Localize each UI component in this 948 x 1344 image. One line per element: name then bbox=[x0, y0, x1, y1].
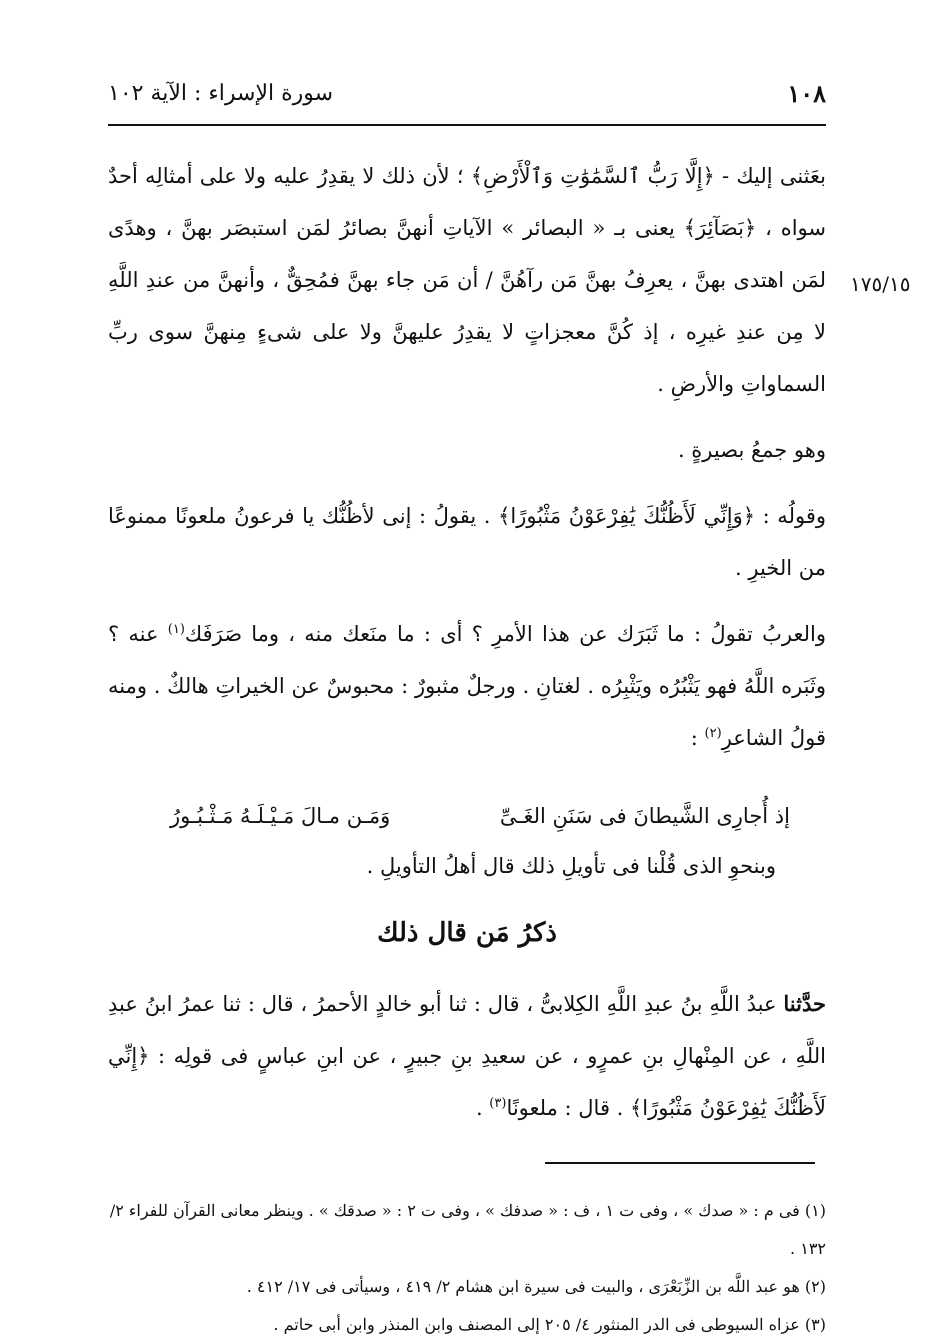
narration-lead: حدَّثنا bbox=[783, 991, 826, 1016]
footnote-marker-2: (٢) bbox=[704, 726, 722, 741]
arab-usage-continued: عنه ؟ وثَبَره اللَّهُ فهو يَثْبُرُه ويَثْبِرُه . لغتانِ . ورجلٌ مثبورٌ : محبوسٌ عن الخيراتِ هالكٌ . ومنه قولُ الشاعرِ bbox=[108, 622, 826, 750]
footnote-1: (١) فى م : « صدك » ، وفى ت ١ ، ف : « صدفك » ، وفى ت ٢ : « صدقك » . وينظر معانى القرآن للفراء ٢/ ١٣٢ . bbox=[109, 1201, 826, 1258]
narration-block bbox=[108, 978, 826, 1134]
paragraph-mathbur-verse: وقولُه : ﴿وَإِنِّي لَأَظُنُّكَ يَٰفِرْعَوْنُ مَثْبُورًا﴾ . يقولُ : إنى لأظُنُّك يا فرعونُ ملعونًا ممنوعًا من الخيرِ . bbox=[108, 504, 826, 580]
side-reference: ١٧٥/١٥ bbox=[850, 272, 911, 296]
footnote-3: (٣) عزاه السيوطى فى الدر المنثور ٤/ ٢٠٥ إلى المصنف وابن المنذر وابن أبى حاتم . bbox=[273, 1315, 826, 1334]
arab-usage-text: والعربُ تقولُ : ما ثَبَرَك عن هذا الأمرِ ؟ أى : ما منَعك منه ، وما صَرَفَك bbox=[184, 622, 826, 646]
narration-chain: عبدُ اللَّهِ بنُ عبدِ اللَّهِ الكِلابىُّ ، قال : ثنا أبو خالدٍ الأحمرُ ، قال : ثنا عمرُ ابنُ عبدِ اللَّهِ ، عن المِنْهالِ بنِ عمرٍو ، عن سعيدِ بنِ جبيرٍ ، عن ابنِ عباسٍ فى قولِه : ﴿إِنِّي لَأَظُنُّكَ يَٰفِرْعَوْنُ مَثْبُورًا﴾ . قال : ملعونًا bbox=[108, 992, 826, 1120]
narration-text bbox=[108, 978, 826, 1134]
paragraph-plural: وهو جمعُ بصيرةٍ . bbox=[677, 438, 826, 462]
interpretation-note: وبنحوِ الذى قُلْنا فى تأويلِ ذلك قال أهلُ التأويلِ . bbox=[366, 854, 776, 878]
paragraph-arab-usage bbox=[108, 608, 826, 764]
footnote-2: (٢) هو عبد اللَّه بن الزِّبَعْرَى ، والبيت فى سيرة ابن هشام ٢/ ٤١٩ ، وسيأتى فى ١٧/ ٤١٢ . bbox=[246, 1277, 826, 1296]
colon: : bbox=[690, 726, 705, 750]
section-heading: ذكرُ مَن قال ذلك bbox=[377, 918, 557, 948]
running-title: سورة الإسراء : الآية ١٠٢ bbox=[108, 80, 334, 106]
paragraph-basair: بعَثنى إليك - ﴿إِلَّا رَبُّ ٱلسَّمَٰوَٰتِ وَٱلْأَرْضِ﴾ ؛ لأن ذلك لا يقدِرُ عليه ولا على أمثالِه أحدٌ سواه ، ﴿بَصَآئِرَ﴾ يعنى بـ « البصائر » الآياتِ أنهنَّ بصائرُ لمَن استبصَر بهنَّ ، وهدًى لمَن اهتدى بهنَّ ، يعرِفُ بهنَّ مَن رآهُنَّ / أن مَن جاء بهنَّ فمُحِقٌّ ، وأنهنَّ من عندِ اللَّهِ لا مِن عندِ غيرِه ، إذ كُنَّ معجزاتٍ لا يقدِرُ عليهنَّ ولا على شىءٍ مِنهنَّ سوى ربِّ السماواتِ والأرضِ . bbox=[108, 164, 826, 396]
verse-second-hemistich: وَمَـن مـالَ مَـيْـلَـهُ مَـثْـبُـورُ bbox=[170, 804, 391, 828]
footnote-marker-3: (٣) bbox=[489, 1096, 507, 1111]
page-header bbox=[108, 72, 826, 114]
footnote-rule bbox=[545, 1162, 815, 1164]
narration-end: . bbox=[475, 1096, 490, 1120]
main-text bbox=[108, 150, 826, 764]
page-number: ١٠٨ bbox=[787, 78, 826, 108]
header-rule bbox=[108, 124, 826, 126]
verse-first-hemistich: إذ أُجارِى الشَّيطانَ فى سَنَنِ الغَـىِّ bbox=[499, 804, 790, 828]
footnote-marker-1: (١) bbox=[167, 622, 185, 637]
footnotes bbox=[108, 1192, 826, 1344]
poetry-verse bbox=[170, 796, 790, 836]
